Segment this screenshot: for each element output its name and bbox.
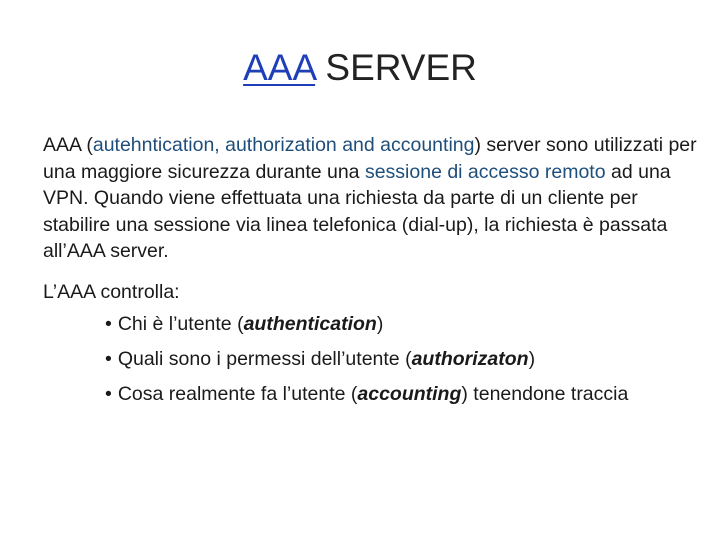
highlighted-term-remote-session: sessione di accesso remoto — [364, 160, 606, 183]
list-item-text-end: ) — [528, 347, 536, 370]
list-item-term: accounting — [357, 382, 462, 405]
list-item-text-end: ) tenendone traccia — [461, 382, 629, 405]
title-link[interactable]: AAA — [243, 47, 316, 88]
slide-body — [43, 132, 698, 412]
list-item — [43, 342, 698, 377]
bullet-icon: • — [105, 347, 112, 370]
list-item-text: Chi è l’utente ( — [117, 312, 244, 335]
list-item — [43, 307, 698, 342]
bullet-icon: • — [105, 382, 112, 405]
intro-paragraph — [43, 132, 698, 265]
list-item-text: Quali sono i permessi dell’utente ( — [117, 347, 412, 370]
slide-title — [0, 44, 720, 92]
highlighted-term-aaa: autehntication, authorization and accounting — [92, 134, 475, 156]
list-item-text: Cosa realmente fa l’utente ( — [117, 382, 358, 405]
list-item — [43, 377, 698, 412]
controls-intro: L’AAA controlla: — [43, 280, 180, 303]
title-rest: SERVER — [315, 47, 477, 88]
list-item-term: authentication — [243, 312, 377, 335]
paragraph-text-2: ) server sono utilizzati per una maggiore sicurezza durante una — [43, 134, 697, 183]
paragraph-text-3: ad una VPN. Quando viene effettuata una richiesta da parte di un cliente per stabilire una sessione via linea telefonica (dial-up), la richiesta è passata all’AAA server. — [43, 160, 671, 262]
list-item-term: authorizaton — [411, 347, 529, 370]
controls-list — [43, 307, 698, 412]
paragraph-text-1: AAA ( — [43, 134, 93, 156]
bullet-icon: • — [105, 312, 112, 335]
list-item-text-end: ) — [376, 312, 384, 335]
